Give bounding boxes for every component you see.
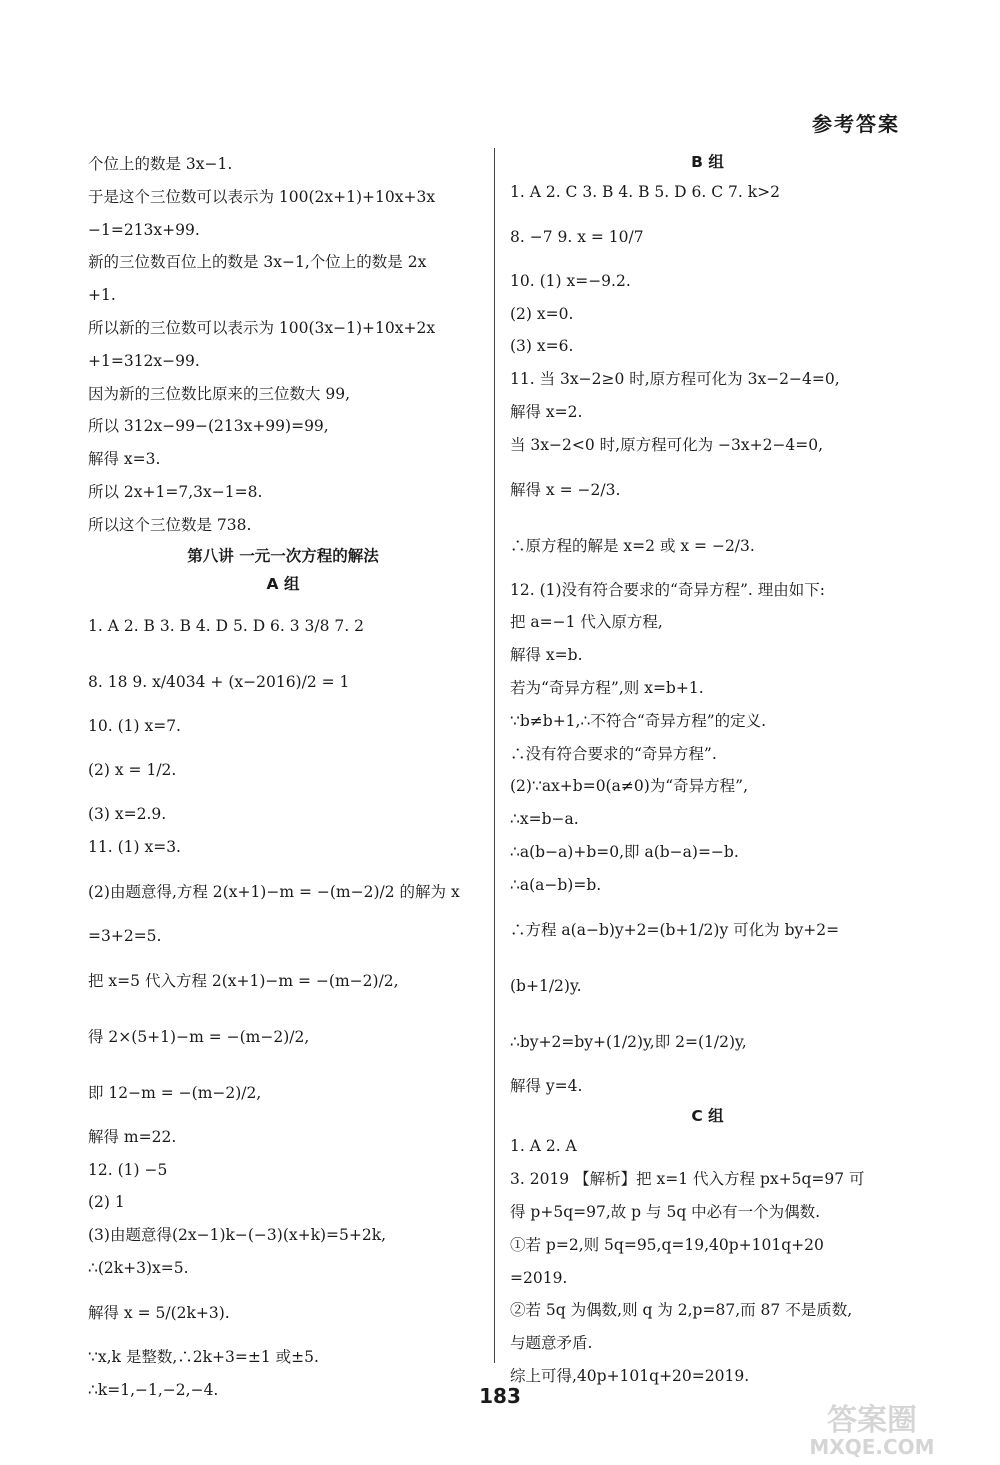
column-divider [494,148,495,1363]
answer-line: 10. (1) x=7. [88,716,181,735]
answer-line: (2) x = 1/2. [88,761,177,780]
answer-line: 所以 2x+1=7,3x−1=8. [88,482,263,501]
answer-line: 解得 x = −2/3. [510,480,621,499]
right-column [510,148,905,1393]
answer-line: ∴x=b−a. [510,810,579,829]
group-b-title: B 组 [691,153,724,171]
answer-line: ∴原方程的解是 x=2 或 x = −2/3. [510,536,755,555]
answer-line: (2) x=0. [510,304,574,323]
answer-line: (b+1/2)y. [510,976,582,995]
answer-line: 11. (1) x=3. [88,838,181,857]
page-header-title: 参考答案 [812,112,900,136]
answer-line: 所以这个三位数是 738. [88,515,252,534]
answer-line: 1. A 2. B 3. B 4. D 5. D 6. 3 3/8 7. 2 [88,616,364,635]
answer-line: 把 a=−1 代入原方程, [510,613,663,632]
answer-line: 解得 x = 5/(2k+3). [88,1303,230,1322]
answer-line: 因为新的三位数比原来的三位数大 99, [88,384,351,403]
answer-line: 8. 18 9. x/4034 + (x−2016)/2 = 1 [88,672,350,691]
answer-line: 所以 312x−99−(213x+99)=99, [88,417,329,436]
answer-line: 若为“奇异方程”,则 x=b+1. [510,678,704,697]
answer-line: +1. [88,286,116,305]
answer-line: =3+2=5. [88,926,162,945]
answer-line: 解得 m=22. [88,1127,177,1146]
answer-line: (3)由题意得(2x−1)k−(−3)(x+k)=5+2k, [88,1226,387,1245]
answer-line: 解得 y=4. [510,1076,583,1095]
answer-line: +1=312x−99. [88,351,200,370]
page-number: 183 [479,1384,521,1408]
group-c-title: C 组 [691,1107,724,1126]
answer-line: ∴(2k+3)x=5. [88,1258,189,1277]
answer-line: (2)∵ax+b=0(a≠0)为“奇异方程”, [510,777,749,796]
answer-line: 3. 2019 【解析】把 x=1 代入方程 px+5q=97 可 [510,1170,865,1189]
answer-line: ∴a(a−b)=b. [510,875,602,894]
group-a-title: A 组 [266,574,300,593]
answer-line: ∵b≠b+1,∴不符合“奇异方程”的定义. [510,711,767,730]
answer-line: 当 3x−2<0 时,原方程可化为 −3x+2−4=0, [510,435,824,454]
answer-line: (3) x=6. [510,337,574,356]
answer-line: 11. 当 3x−2≥0 时,原方程可化为 3x−2−4=0, [510,370,840,389]
answer-line: 1. A 2. C 3. B 4. B 5. D 6. C 7. k>2 [510,183,780,201]
answer-line: 新的三位数百位上的数是 3x−1,个位上的数是 2x [88,253,427,272]
answer-line: 于是这个三位数可以表示为 100(2x+1)+10x+3x [88,187,436,206]
answer-line: 所以新的三位数可以表示为 100(3x−1)+10x+2x [88,318,436,337]
answer-line: =2019. [510,1268,568,1287]
answer-line: ①若 p=2,则 5q=95,q=19,40p+101q+20 [510,1235,824,1254]
answer-line: (2)由题意得,方程 2(x+1)−m = −(m−2)/2 的解为 x [88,882,460,901]
answer-line: (2) 1 [88,1193,125,1212]
answer-line: ②若 5q 为偶数,则 q 为 2,p=87,而 87 不是质数, [510,1301,853,1320]
answer-line: 10. (1) x=−9.2. [510,271,631,290]
left-column [88,148,478,1406]
answer-line: 12. (1)没有符合要求的“奇异方程”. 理由如下: [510,580,825,599]
watermark-bottom-text: MXQE.COM [809,1435,935,1458]
watermark-logo [762,1400,982,1458]
answer-line: ∴方程 a(a−b)y+2=(b+1/2)y 可化为 by+2= [510,920,840,939]
answer-line: 得 2×(5+1)−m = −(m−2)/2, [88,1027,310,1046]
section-title: 第八讲 一元一次方程的解法 [187,546,379,565]
answer-line: 即 12−m = −(m−2)/2, [88,1083,262,1102]
answer-line: 8. −7 9. x = 10/7 [510,227,644,246]
answer-line: 把 x=5 代入方程 2(x+1)−m = −(m−2)/2, [88,971,399,990]
answer-line: 综上可得,40p+101q+20=2019. [510,1366,750,1385]
answer-line: 个位上的数是 3x−1. [88,155,233,173]
answer-line: ∵x,k 是整数,∴2k+3=±1 或±5. [88,1347,319,1366]
watermark-top-text: 答案圈 [827,1403,917,1438]
answer-line: 12. (1) −5 [88,1160,168,1179]
answer-line: 1. A 2. A [510,1137,577,1156]
answer-line: ∴a(b−a)+b=0,即 a(b−a)=−b. [510,842,739,861]
answer-line: ∴k=1,−1,−2,−4. [88,1380,219,1399]
answer-line: 解得 x=b. [510,646,583,665]
answer-line: ∴没有符合要求的“奇异方程”. [510,744,717,763]
answer-line: 得 p+5q=97,故 p 与 5q 中必有一个为偶数. [510,1202,821,1221]
answer-line: (3) x=2.9. [88,805,167,824]
answer-line: −1=213x+99. [88,220,200,239]
answer-line: ∴by+2=by+(1/2)y,即 2=(1/2)y, [510,1032,747,1051]
answer-line: 解得 x=3. [88,450,161,469]
answer-line: 解得 x=2. [510,402,583,421]
answer-line: 与题意矛盾. [510,1334,593,1353]
